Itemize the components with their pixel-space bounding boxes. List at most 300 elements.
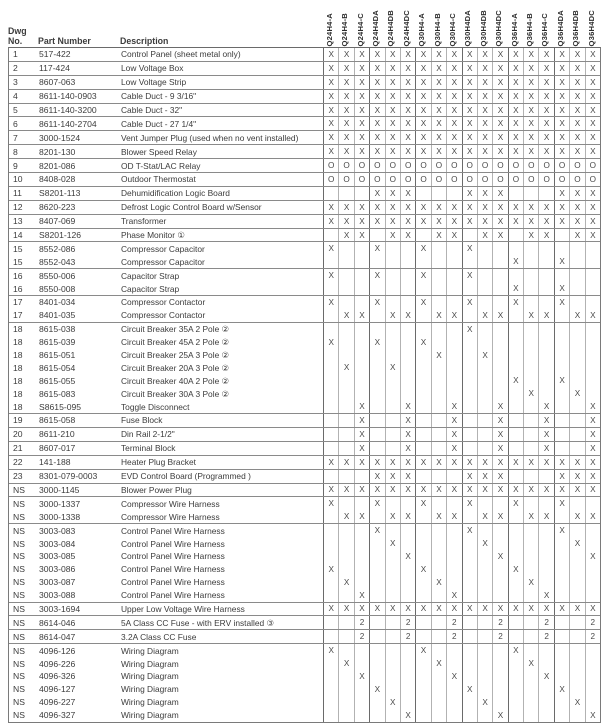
description-cell: Wiring Diagram — [121, 645, 179, 656]
grid-cell: O — [385, 159, 400, 172]
grid-cell — [554, 242, 569, 255]
grid-cell — [554, 537, 569, 550]
grid-cell: O — [323, 173, 338, 186]
model-cells — [323, 187, 600, 200]
grid-cell: X — [431, 456, 446, 469]
grid-cell — [385, 400, 400, 413]
grid-cell: X — [462, 497, 477, 510]
table-row — [9, 537, 600, 550]
grid-cell: O — [338, 159, 353, 172]
grid-cell: X — [508, 374, 523, 387]
grid-cell: X — [569, 603, 584, 616]
dwg-no-cell: 7 — [13, 132, 18, 143]
grid-cell: X — [477, 349, 492, 362]
part-group — [9, 48, 600, 62]
grid-cell — [431, 442, 446, 455]
table-row — [9, 62, 600, 75]
grid-cell — [569, 550, 584, 563]
grid-cell: X — [385, 90, 400, 103]
model-cells — [323, 670, 600, 683]
grid-cell: X — [323, 48, 338, 61]
grid-cell — [338, 630, 353, 643]
grid-cell: X — [477, 215, 492, 228]
model-cells — [323, 361, 600, 374]
grid-cell — [569, 336, 584, 349]
grid-cell: X — [338, 131, 353, 144]
dwg-no-cell: 14 — [13, 230, 23, 241]
grid-cell: X — [477, 229, 492, 242]
grid-cell: O — [415, 159, 430, 172]
grid-cell: X — [554, 131, 569, 144]
grid-cell — [354, 563, 369, 576]
table-row — [9, 456, 600, 469]
grid-cell: X — [554, 145, 569, 158]
grid-cell: X — [385, 201, 400, 214]
grid-cell: 2 — [400, 630, 415, 643]
grid-cell: 2 — [538, 630, 553, 643]
grid-cell: X — [385, 696, 400, 709]
grid-cell — [585, 361, 600, 374]
col-header-description: Description — [120, 36, 169, 46]
dwg-no-cell: 15 — [13, 243, 23, 254]
grid-cell — [477, 497, 492, 510]
table-row — [9, 484, 600, 497]
grid-cell: X — [569, 537, 584, 550]
grid-cell — [477, 428, 492, 441]
grid-cell: X — [369, 484, 384, 497]
model-cells — [323, 201, 600, 214]
grid-cell: X — [400, 442, 415, 455]
grid-cell: X — [431, 484, 446, 497]
table-row — [9, 524, 600, 537]
grid-cell — [492, 644, 507, 657]
grid-cell: X — [446, 589, 461, 602]
grid-cell: X — [523, 603, 538, 616]
model-column-label: Q24H4-B — [340, 12, 350, 46]
grid-cell: X — [554, 484, 569, 497]
grid-cell — [462, 696, 477, 709]
grid-cell — [446, 657, 461, 670]
description-cell: Circuit Breaker 20A 3 Pole ② — [121, 362, 230, 373]
grid-cell — [523, 374, 538, 387]
grid-cell: O — [477, 159, 492, 172]
dwg-no-cell: 17 — [13, 310, 23, 321]
part-group — [9, 173, 600, 187]
grid-cell: X — [400, 309, 415, 322]
grid-cell — [585, 644, 600, 657]
grid-cell — [538, 323, 553, 336]
grid-cell: X — [462, 117, 477, 130]
description-cell: 5A Class CC Fuse - with ERV installed ③ — [121, 617, 275, 628]
grid-cell — [538, 255, 553, 268]
grid-cell: X — [369, 187, 384, 200]
grid-cell — [369, 696, 384, 709]
grid-cell — [492, 296, 507, 309]
dwg-no-cell: NS — [13, 564, 25, 575]
model-cells — [323, 145, 600, 158]
grid-cell: X — [400, 201, 415, 214]
grid-cell — [492, 361, 507, 374]
grid-cell: X — [569, 145, 584, 158]
description-cell: Compressor Capacitor — [121, 256, 205, 267]
grid-cell — [323, 470, 338, 483]
grid-cell — [569, 361, 584, 374]
grid-cell: X — [431, 657, 446, 670]
grid-cell: O — [554, 173, 569, 186]
grid-cell — [492, 670, 507, 683]
grid-cell — [369, 644, 384, 657]
grid-cell: X — [554, 104, 569, 117]
table-row — [9, 657, 600, 670]
grid-cell: O — [431, 173, 446, 186]
model-column-label: Q30H4DC — [494, 9, 504, 46]
table-row — [9, 173, 600, 186]
description-cell: Low Voltage Strip — [121, 77, 187, 88]
grid-cell — [492, 537, 507, 550]
grid-cell: X — [508, 296, 523, 309]
grid-cell: X — [554, 683, 569, 696]
grid-cell — [554, 229, 569, 242]
grid-cell: X — [477, 201, 492, 214]
grid-cell — [477, 336, 492, 349]
grid-cell — [554, 349, 569, 362]
grid-cell — [323, 323, 338, 336]
dwg-no-cell: 17 — [13, 297, 23, 308]
grid-cell: X — [585, 603, 600, 616]
grid-cell: X — [492, 603, 507, 616]
grid-cell: O — [554, 159, 569, 172]
grid-cell — [369, 282, 384, 295]
table-row — [9, 361, 600, 374]
grid-cell: X — [400, 76, 415, 89]
grid-cell: X — [585, 309, 600, 322]
grid-cell — [477, 589, 492, 602]
grid-cell — [431, 683, 446, 696]
grid-cell: X — [338, 229, 353, 242]
grid-cell — [369, 374, 384, 387]
grid-cell — [385, 296, 400, 309]
grid-cell — [554, 510, 569, 523]
table-row — [9, 497, 600, 510]
model-cells — [323, 336, 600, 349]
grid-cell: X — [462, 323, 477, 336]
grid-cell — [523, 563, 538, 576]
grid-cell — [523, 442, 538, 455]
grid-cell — [338, 282, 353, 295]
grid-cell: 2 — [585, 616, 600, 629]
description-cell: Control Panel Wire Harness — [121, 525, 225, 536]
grid-cell — [431, 242, 446, 255]
grid-cell — [523, 349, 538, 362]
grid-cell — [477, 550, 492, 563]
grid-cell — [477, 400, 492, 413]
grid-cell — [338, 524, 353, 537]
grid-cell: X — [523, 484, 538, 497]
grid-cell — [523, 670, 538, 683]
grid-cell — [323, 670, 338, 683]
grid-cell — [477, 563, 492, 576]
grid-cell — [369, 387, 384, 400]
grid-cell — [323, 428, 338, 441]
grid-cell — [446, 374, 461, 387]
grid-cell: O — [385, 173, 400, 186]
part-group — [9, 524, 600, 602]
grid-cell — [538, 296, 553, 309]
grid-cell — [338, 683, 353, 696]
table-row — [9, 470, 600, 483]
grid-cell — [323, 616, 338, 629]
grid-cell — [477, 670, 492, 683]
grid-cell: X — [477, 484, 492, 497]
grid-cell: X — [492, 187, 507, 200]
grid-cell — [354, 709, 369, 722]
grid-cell — [477, 361, 492, 374]
grid-cell — [492, 255, 507, 268]
part-number-cell: 4096-326 — [39, 671, 76, 682]
grid-cell: X — [538, 510, 553, 523]
part-number-cell: 8615-055 — [39, 375, 76, 386]
grid-cell — [354, 361, 369, 374]
model-cells — [323, 173, 600, 186]
grid-cell — [554, 323, 569, 336]
dwg-no-cell: NS — [13, 631, 25, 642]
table-row — [9, 414, 600, 427]
grid-cell: X — [415, 117, 430, 130]
grid-cell: X — [415, 76, 430, 89]
table-row — [9, 104, 600, 117]
grid-cell — [492, 323, 507, 336]
grid-cell — [477, 323, 492, 336]
grid-cell: X — [462, 145, 477, 158]
col-header-dwg-line1: Dwg — [8, 25, 27, 36]
grid-cell — [554, 563, 569, 576]
grid-cell — [323, 309, 338, 322]
grid-cell: X — [585, 145, 600, 158]
grid-cell — [431, 524, 446, 537]
part-number-cell: 4096-226 — [39, 658, 76, 669]
model-column-label: Q36H4DB — [571, 9, 581, 46]
grid-cell — [508, 309, 523, 322]
grid-cell: X — [569, 117, 584, 130]
grid-cell: X — [323, 131, 338, 144]
grid-cell — [523, 550, 538, 563]
grid-cell: X — [369, 497, 384, 510]
description-cell: Circuit Breaker 40A 2 Pole ② — [121, 375, 230, 386]
grid-cell — [431, 470, 446, 483]
grid-cell — [462, 576, 477, 589]
grid-cell — [369, 616, 384, 629]
model-cells — [323, 62, 600, 75]
grid-cell: X — [538, 76, 553, 89]
grid-cell: X — [554, 201, 569, 214]
table-row — [9, 442, 600, 455]
grid-cell: O — [569, 173, 584, 186]
grid-cell: X — [554, 62, 569, 75]
model-column-header — [553, 0, 568, 47]
grid-cell — [338, 537, 353, 550]
grid-cell: X — [554, 117, 569, 130]
grid-cell — [462, 414, 477, 427]
grid-cell: O — [446, 159, 461, 172]
grid-cell — [400, 255, 415, 268]
grid-cell — [323, 683, 338, 696]
grid-cell: X — [585, 187, 600, 200]
grid-cell: X — [508, 62, 523, 75]
part-number-cell: 517-422 — [39, 49, 71, 60]
part-group — [9, 104, 600, 118]
grid-cell: X — [415, 603, 430, 616]
part-group — [9, 323, 600, 414]
part-number-cell: 3003-084 — [39, 538, 76, 549]
description-cell: Compressor Contactor — [121, 310, 206, 321]
part-group — [9, 229, 600, 243]
grid-cell — [338, 400, 353, 413]
part-number-cell: 8615-051 — [39, 350, 76, 361]
grid-cell — [492, 589, 507, 602]
model-column-header — [384, 0, 399, 47]
grid-cell: X — [477, 104, 492, 117]
grid-cell — [477, 242, 492, 255]
grid-cell: O — [354, 159, 369, 172]
grid-cell — [400, 696, 415, 709]
grid-cell: X — [415, 90, 430, 103]
grid-cell: X — [354, 229, 369, 242]
grid-cell — [323, 349, 338, 362]
part-number-cell: 8615-039 — [39, 337, 76, 348]
model-cells — [323, 657, 600, 670]
grid-cell — [400, 336, 415, 349]
grid-cell: X — [385, 76, 400, 89]
grid-cell — [446, 497, 461, 510]
grid-cell — [492, 696, 507, 709]
grid-cell: X — [338, 104, 353, 117]
grid-cell: X — [338, 657, 353, 670]
grid-cell — [338, 387, 353, 400]
grid-cell: X — [400, 709, 415, 722]
grid-cell — [400, 361, 415, 374]
grid-cell: X — [585, 400, 600, 413]
part-number-cell: 8552-043 — [39, 256, 76, 267]
grid-cell: X — [477, 187, 492, 200]
grid-cell: X — [538, 414, 553, 427]
model-cells — [323, 576, 600, 589]
part-group — [9, 215, 600, 229]
grid-cell — [569, 442, 584, 455]
grid-cell: O — [523, 173, 538, 186]
grid-cell: O — [323, 159, 338, 172]
grid-cell — [492, 336, 507, 349]
grid-cell: X — [538, 62, 553, 75]
grid-cell: X — [385, 145, 400, 158]
grid-cell: X — [569, 484, 584, 497]
grid-cell — [538, 387, 553, 400]
grid-cell: 2 — [538, 616, 553, 629]
model-column-label: Q24H4-C — [355, 12, 365, 46]
grid-cell — [431, 400, 446, 413]
dwg-no-cell: 3 — [13, 77, 18, 88]
grid-cell — [400, 537, 415, 550]
grid-cell — [446, 361, 461, 374]
grid-cell — [523, 644, 538, 657]
grid-cell — [462, 442, 477, 455]
model-column-header — [522, 0, 537, 47]
grid-cell: X — [400, 510, 415, 523]
dwg-no-cell: 19 — [13, 415, 23, 426]
grid-cell — [400, 387, 415, 400]
table-row — [9, 428, 600, 441]
grid-cell: X — [554, 296, 569, 309]
grid-cell: X — [523, 387, 538, 400]
dwg-no-cell: NS — [13, 697, 25, 708]
grid-cell: X — [554, 524, 569, 537]
grid-cell: X — [431, 62, 446, 75]
grid-cell: O — [538, 159, 553, 172]
table-row — [9, 309, 600, 322]
grid-cell: X — [585, 442, 600, 455]
grid-cell: X — [492, 442, 507, 455]
part-number-cell: 3003-083 — [39, 525, 76, 536]
grid-cell: X — [492, 414, 507, 427]
grid-cell: X — [492, 62, 507, 75]
part-number-cell: 8408-028 — [39, 174, 76, 185]
grid-cell — [415, 630, 430, 643]
dwg-no-cell: 18 — [13, 375, 23, 386]
grid-cell: X — [323, 201, 338, 214]
model-cells — [323, 255, 600, 268]
grid-cell — [431, 296, 446, 309]
dwg-no-cell: 4 — [13, 91, 18, 102]
part-number-cell: 8550-008 — [39, 283, 76, 294]
grid-cell — [508, 576, 523, 589]
table-row — [9, 296, 600, 309]
grid-cell: X — [369, 62, 384, 75]
grid-cell — [323, 576, 338, 589]
grid-cell — [385, 414, 400, 427]
grid-cell: X — [569, 470, 584, 483]
grid-cell: 2 — [492, 616, 507, 629]
grid-cell — [446, 387, 461, 400]
grid-cell: O — [538, 173, 553, 186]
description-cell: Blower Speed Relay — [121, 146, 197, 157]
grid-cell: X — [538, 201, 553, 214]
grid-cell — [477, 576, 492, 589]
grid-cell: X — [523, 131, 538, 144]
model-column-header — [476, 0, 491, 47]
part-number-cell: 8201-086 — [39, 160, 76, 171]
grid-cell — [354, 323, 369, 336]
model-cells — [323, 229, 600, 242]
grid-cell — [369, 255, 384, 268]
grid-cell: X — [585, 131, 600, 144]
table-row — [9, 229, 600, 242]
grid-cell: X — [569, 131, 584, 144]
grid-cell — [569, 269, 584, 282]
grid-cell — [446, 336, 461, 349]
grid-cell: 2 — [400, 616, 415, 629]
grid-cell: X — [400, 90, 415, 103]
grid-cell — [508, 414, 523, 427]
grid-cell — [415, 537, 430, 550]
grid-cell — [385, 576, 400, 589]
description-cell: Fuse Block — [121, 415, 163, 426]
model-column-label: Q24H4DC — [401, 9, 411, 46]
grid-cell — [585, 589, 600, 602]
part-number-cell: 8401-034 — [39, 297, 76, 308]
grid-cell — [400, 242, 415, 255]
grid-cell — [369, 670, 384, 683]
grid-cell: X — [492, 76, 507, 89]
grid-cell — [538, 576, 553, 589]
